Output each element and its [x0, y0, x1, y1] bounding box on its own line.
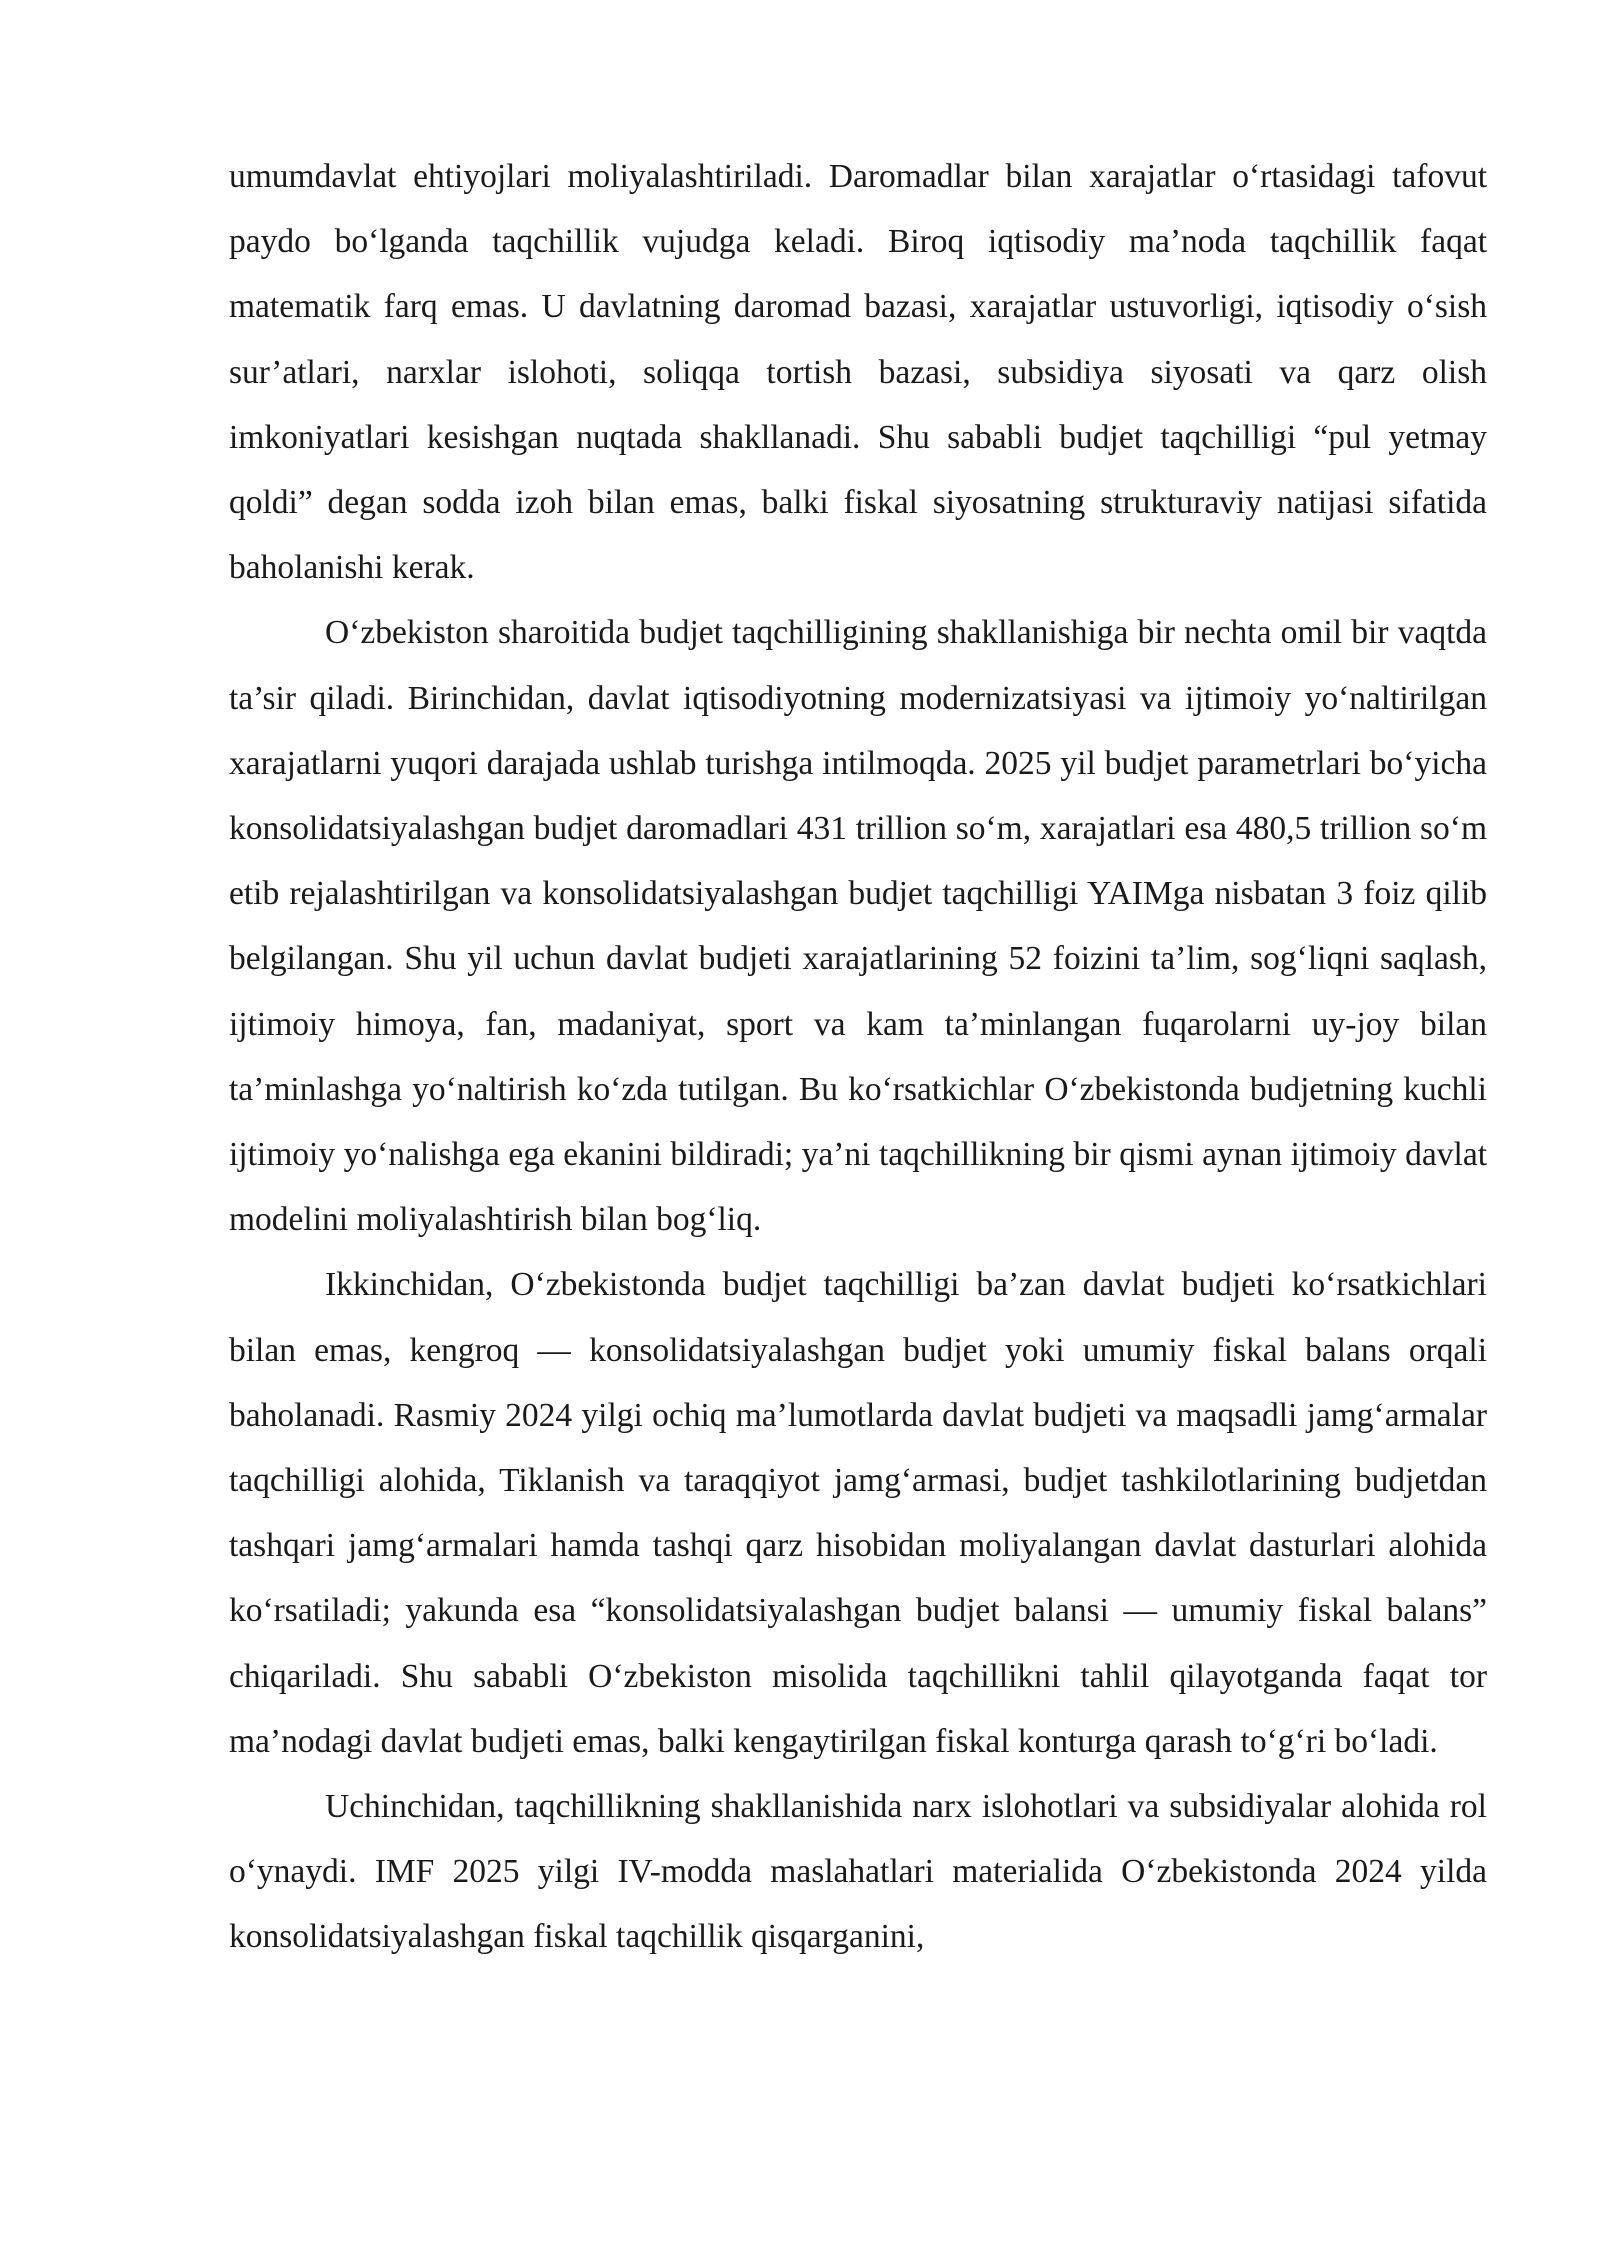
- paragraph-price-reforms: Uchinchidan, taqchillikning shakllanishida narx islohotlari va subsidiyalar alohida rol o‘ynaydi. IMF 2025 yilgi IV-modda maslahatlari materialida O‘zbekistonda 2024 yilda konsolidatsiyalashgan fiskal taqchillik qisqarganini,: [229, 1788, 1487, 1956]
- paragraph-consolidated-budget: Ikkinchidan, O‘zbekistonda budjet taqchilligi ba’zan davlat budjeti ko‘rsatkichlari bilan emas, kengroq — konsolidatsiyalashgan budjet yoki umumiy fiskal balans orqali baholanadi. Rasmiy 2024 yilgi ochiq ma’lumotlarda davlat budjeti va maqsadli jamg‘armalar taqchilligi alohida, Tiklanish va taraqqiyot jamg‘armasi, budjet tashkilotlarining budjetdan tashqari jamg‘armalari hamda tashqi qarz hisobidan moliyalangan davlat dasturlari alohida ko‘rsatiladi; yakunda esa “konsolidatsiyalashgan budjet balansi — umumiy fiskal balans” chiqariladi. Shu sababli O‘zbekiston misolida taqchillikni tahlil qilayotganda faqat tor ma’nodagi davlat budjeti emas, balki kengaytirilgan fiskal konturga qarash to‘g‘ri bo‘ladi.: [229, 1266, 1487, 1760]
- paragraph-factors: O‘zbekiston sharoitida budjet taqchilligining shakllanishiga bir nechta omil bir vaqtda ta’sir qiladi. Birinchidan, davlat iqtisodiyotning modernizatsiyasi va ijtimoiy yo‘naltirilgan xarajatlarni yuqori darajada ushlab turishga intilmoqda. 2025 yil budjet parametrlari bo‘yicha konsolidatsiyalashgan budjet daromadlari 431 trillion so‘m, xarajatlari esa 480,5 trillion so‘m etib rejalashtirilgan va konsolidatsiyalashgan budjet taqchilligi YAIMga nisbatan 3 foiz qilib belgilangan. Shu yil uchun davlat budjeti xarajatlarining 52 foizini ta’lim, sog‘liqni saqlash, ijtimoiy himoya, fan, madaniyat, sport va kam ta’minlangan fuqarolarni uy-joy bilan ta’minlashga yo‘naltirish ko‘zda tutilgan. Bu ko‘rsatkichlar O‘zbekistonda budjetning kuchli ijtimoiy yo‘nalishga ega ekanini bildiradi; ya’ni taqchillikning bir qismi aynan ijtimoiy davlat modelini moliyalashtirish bilan bog‘liq.: [229, 614, 1487, 1239]
- paragraph-continuation: umumdavlat ehtiyojlari moliyalashtiriladi. Daromadlar bilan xarajatlar o‘rtasidagi tafovut paydo bo‘lganda taqchillik vujudga keladi. Biroq iqtisodiy ma’noda taqchillik faqat matematik farq emas. U davlatning daromad bazasi, xarajatlar ustuvorligi, iqtisodiy o‘sish sur’atlari, narxlar islohoti, soliqqa tortish bazasi, subsidiya siyosati va qarz olish imkoniyatlari kesishgan nuqtada shakllanadi. Shu sababli budjet taqchilligi “pul yetmay qoldi” degan sodda izoh bilan emas, balki fiskal siyosatning strukturaviy natijasi sifatida baholanishi kerak.: [229, 158, 1487, 587]
- body-text: [229, 144, 1487, 1970]
